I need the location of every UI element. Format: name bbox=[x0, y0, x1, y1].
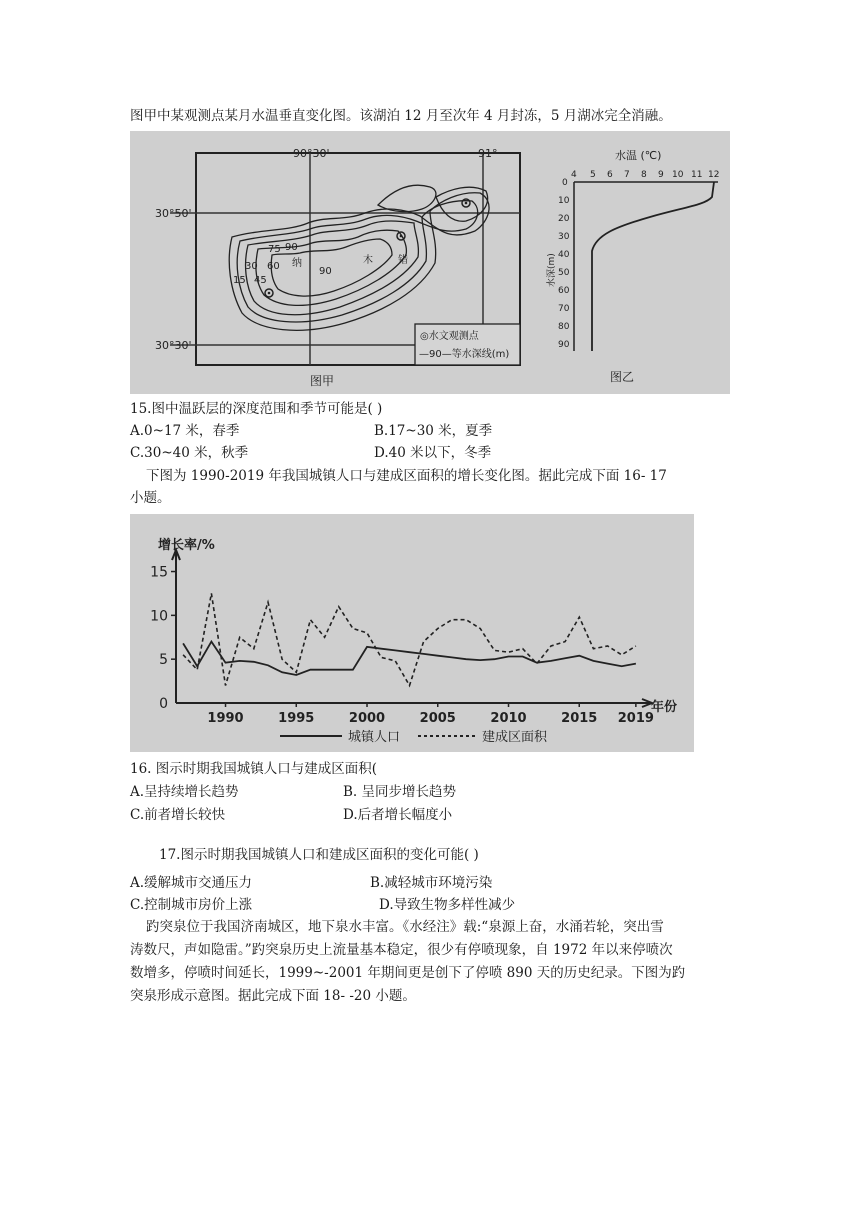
legend-station-label: ◎水文观测点 bbox=[420, 331, 479, 342]
x-tick-label: 1990 bbox=[207, 711, 244, 726]
lon-label: 91° bbox=[478, 147, 498, 160]
temp-y-tick: 0 bbox=[562, 178, 568, 188]
contour-label: 90 bbox=[319, 266, 332, 277]
depth-contours bbox=[229, 185, 489, 330]
temp-y-tick: 70 bbox=[558, 304, 570, 314]
passage2-line2: 小题。 bbox=[130, 490, 171, 506]
temp-x-tick: 8 bbox=[641, 170, 647, 180]
contour-label: 60 bbox=[267, 261, 280, 272]
q16-stem: 16. 图示时期我国城镇人口与建成区面积( bbox=[130, 761, 378, 777]
passage3-line: 趵突泉位于我国济南城区，地下泉水丰富。《水经注》载:“泉源上奋，水涌若轮，突出雪 bbox=[146, 919, 664, 935]
q17-option-d: D.导致生物多样性减少 bbox=[379, 897, 516, 913]
lat-label: 30°50' bbox=[155, 207, 192, 220]
temp-x-tick: 12 bbox=[708, 170, 720, 180]
legend-label-built-area: 建成区面积 bbox=[482, 730, 548, 745]
q17-stem: 17.图示时期我国城镇人口和建成区面积的变化可能( ) bbox=[159, 847, 479, 863]
y-tick-label: 15 bbox=[150, 564, 168, 581]
temp-x-tick: 5 bbox=[590, 170, 596, 180]
lake-figure-photo bbox=[130, 131, 730, 394]
q15-option-b: B.17~30 米，夏季 bbox=[374, 423, 493, 439]
lake-name-char: 木 bbox=[363, 255, 373, 266]
q15-option-d: D.40 米以下，冬季 bbox=[374, 445, 492, 461]
passage2-line1: 下图为 1990-2019 年我国城镇人口与建成区面积的增长变化图。据此完成下面 16- 17 bbox=[146, 468, 667, 484]
y-tick-label: 10 bbox=[150, 608, 168, 625]
temp-y-label: 水深(m) bbox=[547, 253, 557, 287]
temp-x-tick: 11 bbox=[691, 170, 703, 180]
lake-name-char: 纳 bbox=[292, 258, 302, 269]
y-tick-label: 0 bbox=[159, 696, 168, 712]
x-tick-label: 2000 bbox=[348, 711, 386, 726]
q17-option-b: B.减轻城市环境污染 bbox=[370, 875, 493, 891]
chart-x-label: 年份 bbox=[651, 700, 678, 715]
q16-option-a: A.呈持续增长趋势 bbox=[130, 784, 239, 800]
q15-option-c: C.30~40 米，秋季 bbox=[130, 445, 249, 461]
temp-x-tick: 9 bbox=[658, 170, 664, 180]
x-tick-label: 2010 bbox=[490, 711, 527, 726]
series-line-urban-population bbox=[183, 642, 636, 675]
intro-text: 图甲中某观测点某月水温垂直变化图。该湖泊 12 月至次年 4 月封冻，5 月湖冰完全消融。 bbox=[130, 108, 672, 124]
lon-label: 90°30' bbox=[293, 147, 330, 160]
legend-contour-label: —90—等水深线(m) bbox=[419, 349, 510, 360]
temp-y-tick: 20 bbox=[558, 214, 570, 224]
growth-chart-photo bbox=[130, 514, 694, 752]
contour-label: 15 bbox=[233, 275, 246, 286]
lake-figure-svg bbox=[130, 131, 730, 394]
y-tick-label: 5 bbox=[159, 652, 168, 669]
growth-rate-chart bbox=[130, 514, 694, 752]
lake-name-char: 错 bbox=[398, 255, 408, 266]
series-line-built-area bbox=[183, 593, 636, 685]
temp-chart-title: 水温 (℃) bbox=[615, 149, 662, 162]
temp-y-tick: 30 bbox=[558, 232, 570, 242]
temp-x-tick: 6 bbox=[607, 170, 613, 180]
q16-option-c: C.前者增长较快 bbox=[130, 807, 226, 823]
q17-option-a: A.缓解城市交通压力 bbox=[130, 875, 253, 891]
x-tick-label: 2019 bbox=[617, 711, 654, 726]
contour-label: 30 bbox=[245, 261, 258, 272]
temp-x-tick: 7 bbox=[624, 170, 630, 180]
q16-option-d: D.后者增长幅度小 bbox=[343, 807, 453, 823]
x-tick-label: 2015 bbox=[561, 711, 598, 726]
q15-stem: 15.图中温跃层的深度范围和季节可能是( ) bbox=[130, 401, 383, 417]
temp-y-tick: 50 bbox=[558, 268, 570, 278]
temp-x-tick: 10 bbox=[672, 170, 684, 180]
contour-label: 75 bbox=[268, 244, 281, 255]
legend-label-urban-population: 城镇人口 bbox=[348, 730, 401, 745]
map-caption: 图甲 bbox=[310, 374, 335, 388]
chart-y-label: 增长率/% bbox=[158, 538, 215, 553]
q15-option-a: A.0~17 米，春季 bbox=[130, 423, 240, 439]
temp-y-tick: 10 bbox=[558, 196, 570, 206]
x-tick-label: 1995 bbox=[278, 711, 315, 726]
passage3-line: 数增多，停喷时间延长，1999~-2001 年期间更是创下了停喷 890 天的历史纪录。下图为趵 bbox=[130, 965, 686, 981]
passage3-line: 涛数尺，声如隐雷。”趵突泉历史上流量基本稳定，很少有停喷现象，自 1972 年以来停喷次 bbox=[130, 942, 673, 958]
temp-profile-curve bbox=[592, 182, 714, 351]
q16-option-b: B. 呈同步增长趋势 bbox=[343, 784, 457, 800]
contour-label: 45 bbox=[254, 275, 267, 286]
temp-y-tick: 80 bbox=[558, 322, 570, 332]
contour-label: 90 bbox=[285, 242, 298, 253]
passage3-line: 突泉形成示意图。据此完成下面 18- -20 小题。 bbox=[130, 988, 416, 1004]
temp-caption: 图乙 bbox=[610, 370, 635, 384]
temp-y-tick: 40 bbox=[558, 250, 570, 260]
x-tick-label: 2005 bbox=[419, 711, 456, 726]
lat-label: 30°30' bbox=[155, 339, 192, 352]
temp-y-tick: 90 bbox=[558, 340, 570, 350]
temp-x-tick: 4 bbox=[571, 170, 577, 180]
q17-option-c: C.控制城市房价上涨 bbox=[130, 897, 253, 913]
temp-y-tick: 60 bbox=[558, 286, 570, 296]
